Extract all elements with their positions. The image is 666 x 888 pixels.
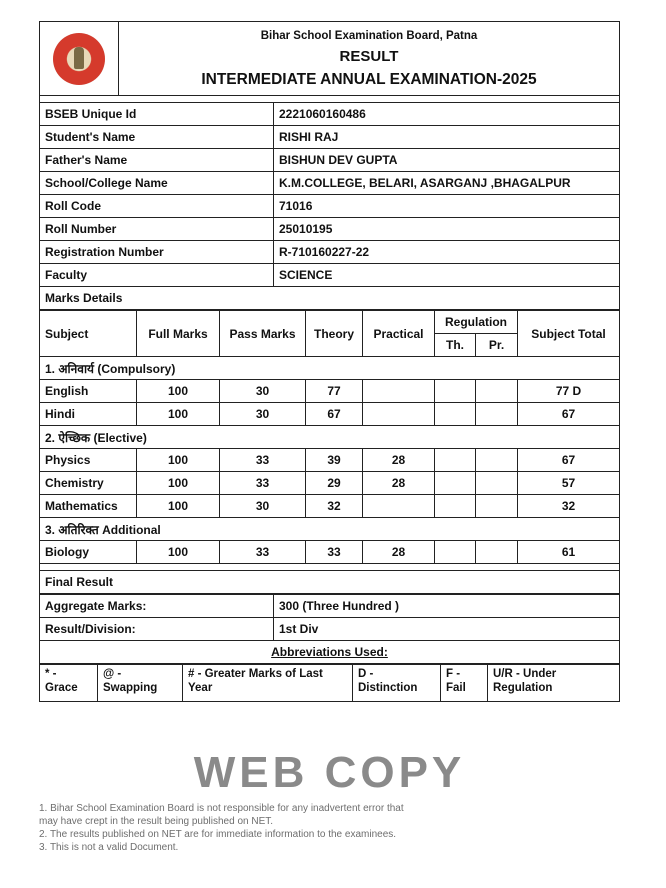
- info-value: RISHI RAJ: [274, 126, 620, 149]
- info-label: Student's Name: [40, 126, 274, 149]
- aggregate-value: 300 (Three Hundred ): [274, 595, 620, 618]
- logo-cell: [40, 22, 119, 96]
- disclaimer-watermark: [39, 802, 620, 854]
- practical-marks: 28: [363, 472, 435, 495]
- regulation-theory: [435, 495, 476, 518]
- pass-marks: 33: [220, 541, 306, 564]
- abbr-swapping: @ - Swapping: [98, 665, 183, 702]
- col-subject: Subject: [40, 311, 137, 357]
- subject-total: 67: [518, 449, 620, 472]
- student-info-row: [40, 218, 620, 241]
- info-value: 71016: [274, 195, 620, 218]
- division-label: Result/Division:: [40, 618, 274, 641]
- regulation-practical: [476, 541, 518, 564]
- abbr-greater-marks: # - Greater Marks of Last Year: [183, 665, 353, 702]
- regulation-theory: [435, 541, 476, 564]
- col-theory: Theory: [306, 311, 363, 357]
- subject-total: 57: [518, 472, 620, 495]
- student-info-row: [40, 126, 620, 149]
- subject-row: [40, 495, 620, 518]
- info-label: Roll Code: [40, 195, 274, 218]
- abbreviations-title: Abbreviations Used:: [271, 645, 388, 659]
- full-marks: 100: [137, 380, 220, 403]
- subject-name: Hindi: [40, 403, 137, 426]
- info-value: 25010195: [274, 218, 620, 241]
- theory-marks: 32: [306, 495, 363, 518]
- pass-marks: 30: [220, 403, 306, 426]
- col-regulation-theory: Th.: [435, 334, 476, 357]
- pass-marks: 30: [220, 380, 306, 403]
- info-label: Father's Name: [40, 149, 274, 172]
- info-label: BSEB Unique Id: [40, 103, 274, 126]
- result-document: [39, 21, 620, 702]
- info-label: School/College Name: [40, 172, 274, 195]
- web-copy-watermark: WEB COPY: [193, 748, 466, 797]
- subject-total: 77 D: [518, 380, 620, 403]
- col-subject-total: Subject Total: [518, 311, 620, 357]
- abbr-fail: F - Fail: [441, 665, 488, 702]
- subject-group-row: [40, 518, 620, 541]
- disclaimer-line: 2. The results published on NET are for immediate information to the examinees.: [39, 829, 397, 840]
- student-info-row: [40, 149, 620, 172]
- subject-total: 67: [518, 403, 620, 426]
- student-info-row: [40, 172, 620, 195]
- board-name: Bihar School Examination Board, Patna: [260, 30, 478, 42]
- subject-name: Mathematics: [40, 495, 137, 518]
- disclaimer-line: 1. Bihar School Examination Board is not responsible for any inadvertent error that: [39, 803, 404, 814]
- student-info-row: [40, 103, 620, 126]
- info-value: BISHUN DEV GUPTA: [274, 149, 620, 172]
- regulation-theory: [435, 380, 476, 403]
- student-info-row: [40, 241, 620, 264]
- subject-row: [40, 380, 620, 403]
- subject-name: Physics: [40, 449, 137, 472]
- info-label: Faculty: [40, 264, 274, 287]
- subject-row: [40, 541, 620, 564]
- pass-marks: 33: [220, 472, 306, 495]
- watermark-zone: [39, 748, 620, 880]
- regulation-practical: [476, 380, 518, 403]
- regulation-practical: [476, 495, 518, 518]
- full-marks: 100: [137, 495, 220, 518]
- document-header: [39, 21, 620, 96]
- info-label: Roll Number: [40, 218, 274, 241]
- full-marks: 100: [137, 472, 220, 495]
- aggregate-label: Aggregate Marks:: [40, 595, 274, 618]
- marks-table: [39, 310, 620, 594]
- theory-marks: 33: [306, 541, 363, 564]
- col-practical: Practical: [363, 311, 435, 357]
- regulation-theory: [435, 472, 476, 495]
- abbr-grace: * - Grace: [40, 665, 98, 702]
- subject-group-title: 1. अनिवार्य (Compulsory): [40, 357, 620, 380]
- subject-name: English: [40, 380, 137, 403]
- pass-marks: 30: [220, 495, 306, 518]
- practical-marks: [363, 495, 435, 518]
- info-value: R-710160227-22: [274, 241, 620, 264]
- theory-marks: 39: [306, 449, 363, 472]
- info-label: Registration Number: [40, 241, 274, 264]
- abbr-under-regulation: U/R - Under Regulation: [488, 665, 620, 702]
- marks-details-heading: Marks Details: [40, 287, 620, 310]
- title-cell: [119, 22, 620, 96]
- abbreviations-heading: [40, 641, 620, 664]
- theory-marks: 67: [306, 403, 363, 426]
- subject-name: Biology: [40, 541, 137, 564]
- theory-marks: 77: [306, 380, 363, 403]
- regulation-practical: [476, 403, 518, 426]
- practical-marks: 28: [363, 541, 435, 564]
- final-result-table: [39, 594, 620, 664]
- abbreviations-table: [39, 664, 620, 702]
- abbr-distinction: D - Distinction: [353, 665, 441, 702]
- regulation-practical: [476, 472, 518, 495]
- student-info-row: [40, 195, 620, 218]
- col-regulation-practical: Pr.: [476, 334, 518, 357]
- result-title: RESULT: [339, 48, 399, 65]
- disclaimer-line: 3. This is not a valid Document.: [39, 842, 179, 853]
- full-marks: 100: [137, 403, 220, 426]
- regulation-theory: [435, 449, 476, 472]
- subject-group-row: [40, 426, 620, 449]
- final-result-heading: Final Result: [40, 571, 620, 594]
- subject-group-title: 2. ऐच्छिक (Elective): [40, 426, 620, 449]
- pass-marks: 33: [220, 449, 306, 472]
- exam-title: INTERMEDIATE ANNUAL EXAMINATION-2025: [201, 71, 537, 88]
- col-full-marks: Full Marks: [137, 311, 220, 357]
- full-marks: 100: [137, 449, 220, 472]
- subject-total: 32: [518, 495, 620, 518]
- regulation-theory: [435, 403, 476, 426]
- theory-marks: 29: [306, 472, 363, 495]
- col-pass-marks: Pass Marks: [220, 311, 306, 357]
- practical-marks: [363, 403, 435, 426]
- subject-row: [40, 449, 620, 472]
- info-value: 2221060160486: [274, 103, 620, 126]
- col-regulation: Regulation: [435, 311, 518, 334]
- subject-group-title: 3. अतिरिक्त Additional: [40, 518, 620, 541]
- subject-row: [40, 403, 620, 426]
- practical-marks: 28: [363, 449, 435, 472]
- info-value: K.M.COLLEGE, BELARI, ASARGANJ ,BHAGALPUR: [274, 172, 620, 195]
- bseb-emblem-icon: [53, 33, 105, 85]
- subject-group-row: [40, 357, 620, 380]
- full-marks: 100: [137, 541, 220, 564]
- disclaimer-line: may have crept in the result being published on NET.: [39, 816, 274, 827]
- student-info-table: [39, 96, 620, 310]
- subject-row: [40, 472, 620, 495]
- division-value: 1st Div: [274, 618, 620, 641]
- regulation-practical: [476, 449, 518, 472]
- student-info-row: [40, 264, 620, 287]
- subject-name: Chemistry: [40, 472, 137, 495]
- info-value: SCIENCE: [274, 264, 620, 287]
- subject-total: 61: [518, 541, 620, 564]
- practical-marks: [363, 380, 435, 403]
